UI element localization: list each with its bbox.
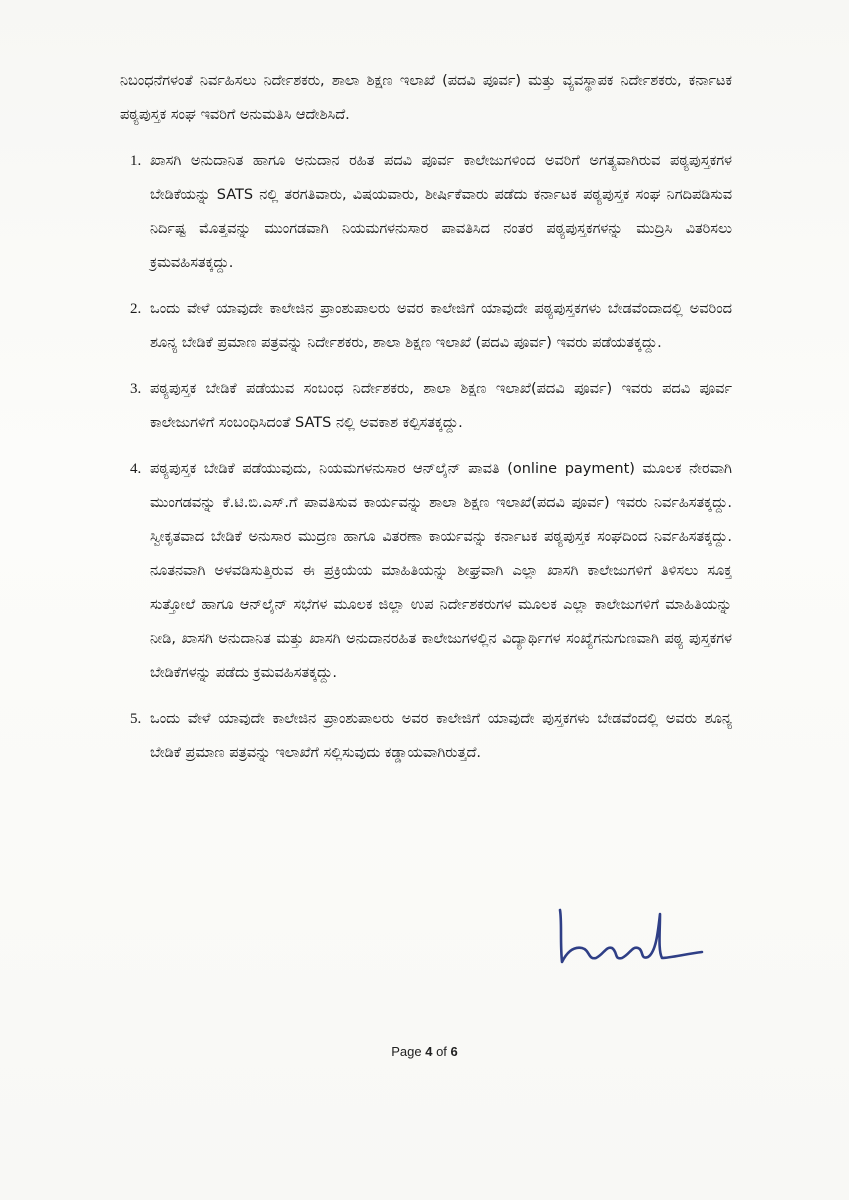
page-body bbox=[120, 64, 732, 782]
page-label: Page bbox=[391, 1044, 422, 1059]
item-text: ಪಠ್ಯಪುಸ್ತಕ ಬೇಡಿಕೆ ಪಡೆಯುವ ಸಂಬಂಧ ನಿರ್ದೇಶಕರು, ಶಾಲಾ ಶಿಕ್ಷಣ ಇಲಾಖೆ(ಪದವಿ ಪೂರ್ವ) ಇವರು ಪದವಿ ಪೂರ್ವ ಕಾಲೇಜುಗಳಿಗೆ ಸಂಬಂಧಿಸಿದಂತೆ SATS ನಲ್ಲಿ ಅವಕಾಶ ಕಲ್ಪಿಸತಕ್ಕದ್ದು. bbox=[150, 381, 732, 431]
list-item bbox=[120, 702, 732, 770]
intro-paragraph: ನಿಬಂಧನೆಗಳಂತೆ ನಿರ್ವಹಿಸಲು ನಿರ್ದೇಶಕರು, ಶಾಲಾ ಶಿಕ್ಷಣ ಇಲಾಖೆ (ಪದವಿ ಪೂರ್ವ) ಮತ್ತು ವ್ಯವಸ್ಥಾಪಕ ನಿರ್ದೇಶಕರು, ಕರ್ನಾಟಕ ಪಠ್ಯಪುಸ್ತಕ ಸಂಘ ಇವರಿಗೆ ಅನುಮತಿಸಿ ಆದೇಶಿಸಿದೆ. bbox=[120, 73, 732, 123]
item-number: 1. bbox=[130, 153, 142, 169]
page-current: 4 bbox=[425, 1044, 433, 1059]
page-of: of bbox=[436, 1044, 447, 1059]
item-number: 2. bbox=[130, 301, 142, 317]
signature bbox=[548, 902, 708, 972]
item-number: 5. bbox=[130, 711, 142, 727]
item-text: ಒಂದು ವೇಳೆ ಯಾವುದೇ ಕಾಲೇಜಿನ ಪ್ರಾಂಶುಪಾಲರು ಅವರ ಕಾಲೇಜಿಗೆ ಯಾವುದೇ ಪಠ್ಯಪುಸ್ತಕಗಳು ಬೇಡವೆಂದಾದಲ್ಲಿ ಅವರಿಂದ ಶೂನ್ಯ ಬೇಡಿಕೆ ಪ್ರಮಾಣ ಪತ್ರವನ್ನು ನಿರ್ದೇಶಕರು, ಶಾಲಾ ಶಿಕ್ಷಣ ಇಲಾಖೆ (ಪದವಿ ಪೂರ್ವ) ಇವರು ಪಡೆಯತಕ್ಕದ್ದು. bbox=[150, 301, 732, 351]
page-footer bbox=[0, 1044, 849, 1059]
item-text: ಪಠ್ಯಪುಸ್ತಕ ಬೇಡಿಕೆ ಪಡೆಯುವುದು, ನಿಯಮಗಳನುಸಾರ ಆನ್‌ಲೈನ್ ಪಾವತಿ (online payment) ಮೂಲಕ ನೇರವಾಗಿ ಮುಂಗಡವನ್ನು ಕೆ.ಟಿ.ಬಿ.ಎಸ್.ಗೆ ಪಾವತಿಸುವ ಕಾರ್ಯವನ್ನು ಶಾಲಾ ಶಿಕ್ಷಣ ಇಲಾಖೆ(ಪದವಿ ಪೂರ್ವ) ಇವರು ನಿರ್ವಹಿಸತಕ್ಕದ್ದು. ಸ್ವೀಕೃತವಾದ ಬೇಡಿಕೆ ಅನುಸಾರ ಮುದ್ರಣ ಹಾಗೂ ವಿತರಣಾ ಕಾರ್ಯವನ್ನು ಕರ್ನಾಟಕ ಪಠ್ಯಪುಸ್ತಕ ಸಂಘದಿಂದ ನಿರ್ವಹಿಸತಕ್ಕದ್ದು. ನೂತನವಾಗಿ ಅಳವಡಿಸುತ್ತಿರುವ ಈ ಪ್ರಕ್ರಿಯೆಯ ಮಾಹಿತಿಯನ್ನು ಶೀಘ್ರವಾಗಿ ಎಲ್ಲಾ ಖಾಸಗಿ ಕಾಲೇಜುಗಳಿಗೆ ತಿಳಿಸಲು ಸೂಕ್ತ ಸುತ್ತೋಲೆ ಹಾಗೂ ಆನ್‌ಲೈನ್ ಸಭೆಗಳ ಮೂಲಕ ಜಿಲ್ಲಾ ಉಪ ನಿರ್ದೇಶಕರುಗಳ ಮೂಲಕ ಎಲ್ಲಾ ಕಾಲೇಜುಗಳಿಗೆ ಮಾಹಿತಿಯನ್ನು ನೀಡಿ, ಖಾಸಗಿ ಅನುದಾನಿತ ಮತ್ತು ಖಾಸಗಿ ಅನುದಾನರಹಿತ ಕಾಲೇಜುಗಳಲ್ಲಿನ ವಿದ್ಯಾರ್ಥಿಗಳ ಸಂಖ್ಯೆಗನುಗುಣವಾಗಿ ಪಠ್ಯ ಪುಸ್ತಕಗಳ ಬೇಡಿಕೆಗಳನ್ನು ಪಡೆದು ಕ್ರಮವಹಿಸತಕ್ಕದ್ದು. bbox=[150, 461, 732, 681]
page-total: 6 bbox=[450, 1044, 458, 1059]
item-text: ಒಂದು ವೇಳೆ ಯಾವುದೇ ಕಾಲೇಜಿನ ಪ್ರಾಂಶುಪಾಲರು ಅವರ ಕಾಲೇಜಿಗೆ ಯಾವುದೇ ಪುಸ್ತಕಗಳು ಬೇಡವೆಂದಲ್ಲಿ ಅವರು ಶೂನ್ಯ ಬೇಡಿಕೆ ಪ್ರಮಾಣ ಪತ್ರವನ್ನು ಇಲಾಖೆಗೆ ಸಲ್ಲಿಸುವುದು ಕಡ್ಡಾಯವಾಗಿರುತ್ತದೆ. bbox=[150, 711, 732, 761]
item-number: 4. bbox=[130, 461, 142, 477]
list-item bbox=[120, 452, 732, 690]
list-item bbox=[120, 144, 732, 280]
list-item bbox=[120, 372, 732, 440]
order-list bbox=[120, 144, 732, 770]
item-number: 3. bbox=[130, 381, 142, 397]
item-text: ಖಾಸಗಿ ಅನುದಾನಿತ ಹಾಗೂ ಅನುದಾನ ರಹಿತ ಪದವಿ ಪೂರ್ವ ಕಾಲೇಜುಗಳಿಂದ ಅವರಿಗೆ ಅಗತ್ಯವಾಗಿರುವ ಪಠ್ಯಪುಸ್ತಕಗಳ ಬೇಡಿಕೆಯನ್ನು SATS ನಲ್ಲಿ ತರಗತಿವಾರು, ವಿಷಯವಾರು, ಶೀರ್ಷಿಕೆವಾರು ಪಡೆದು ಕರ್ನಾಟಕ ಪಠ್ಯಪುಸ್ತಕ ಸಂಘ ನಿಗದಿಪಡಿಸುವ ನಿರ್ದಿಷ್ಟ ಮೊತ್ತವನ್ನು ಮುಂಗಡವಾಗಿ ನಿಯಮಗಳನುಸಾರ ಪಾವತಿಸಿದ ನಂತರ ಪಠ್ಯಪುಸ್ತಕಗಳನ್ನು ಮುದ್ರಿಸಿ ವಿತರಿಸಲು ಕ್ರಮವಹಿಸತಕ್ಕದ್ದು. bbox=[150, 153, 732, 271]
list-item bbox=[120, 292, 732, 360]
